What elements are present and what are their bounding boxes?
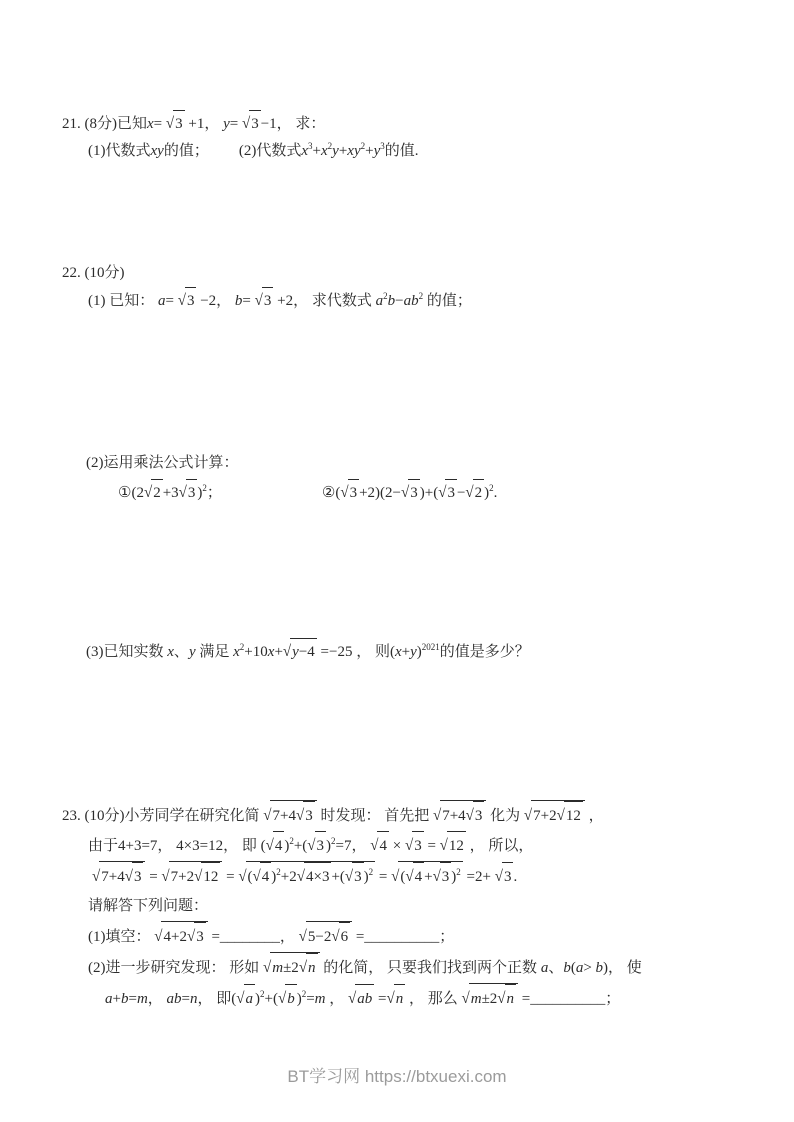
problem-21 (62, 110, 419, 165)
problem-22-statement: 22. (10分) (62, 265, 125, 281)
problem-23 (62, 800, 642, 1014)
problem-23-line3: √7+4√3 = √7+2√12 = √(√4 )$^2$+2√4×3 +(√3 )$^2$ = √(√4 +√3 )$^2$ =2+ √3 . (92, 861, 642, 892)
site-footer (0, 1064, 794, 1090)
problem-23-line1: 23. (10分)小芳同学在研究化简 √7+4√3 时发现： 首先把 √7+4√3 化为 √7+2√12 ， (62, 800, 642, 831)
problem-22-part3-statement: (3)已知实数 x、y 满足 $x^2+10x+√y-4 =-25$ ， 则$(x+y)^{2021}$的值是多少？ (86, 638, 530, 666)
problem-21-parts (88, 138, 419, 165)
problem-22-part2 (86, 450, 497, 507)
problem-23-line6: (2)进一步研究发现： 形如 √m±2√n 的化简， 只要我们找到两个正数 a、b(a> b)， 使 (88, 952, 642, 983)
problem-22-part3 (86, 638, 530, 666)
problem-22-part2-items (118, 479, 497, 507)
problem-23-line2: 由于4+3=7， 4×3=12， 即 (√4 )$^2$+(√3 )$^2$=7， √4 × √3 = √12 ， 所以， (88, 831, 642, 861)
problem-22-part1: (1) 已知： a= √3 −2， b= √3 +2， 求代数式 $a^2b-ab^2$ 的值； (88, 287, 472, 315)
problem-22-part2-head: (2)运用乘法公式计算： (86, 455, 239, 471)
problem-21-part2: (2)代数式$x^3+x^2y+xy^2+y^3$的值. (238, 141, 419, 159)
problem-22 (62, 260, 472, 315)
footer-site-link: BT学习网 https://btxuexi.com (287, 1067, 507, 1086)
problem-22-part2-item2: ②(√3 +2)(2−√3 )+(√3 −√2 )$^2$. (322, 485, 497, 501)
problem-23-line7: a+b=m， ab=n， 即(√a )$^2$+(√b )$^2$=m ， √ab =√n ， 那么 √m±2√n =__________； (105, 983, 642, 1014)
problem-23-line4: 请解答下列问题： (88, 898, 209, 914)
problem-22-part2-item1: ①(2√2 +3√3 )$^2$； (118, 485, 222, 501)
problem-21-statement: 21. (8分)已知x= √3 +1， y= √3 −1， 求： (62, 110, 419, 138)
problem-23-line5: (1)填空： √4+2√3 =________， √5−2√6 =__________； (88, 921, 642, 952)
problem-21-part1: (1)代数式xy的值； (88, 143, 209, 159)
